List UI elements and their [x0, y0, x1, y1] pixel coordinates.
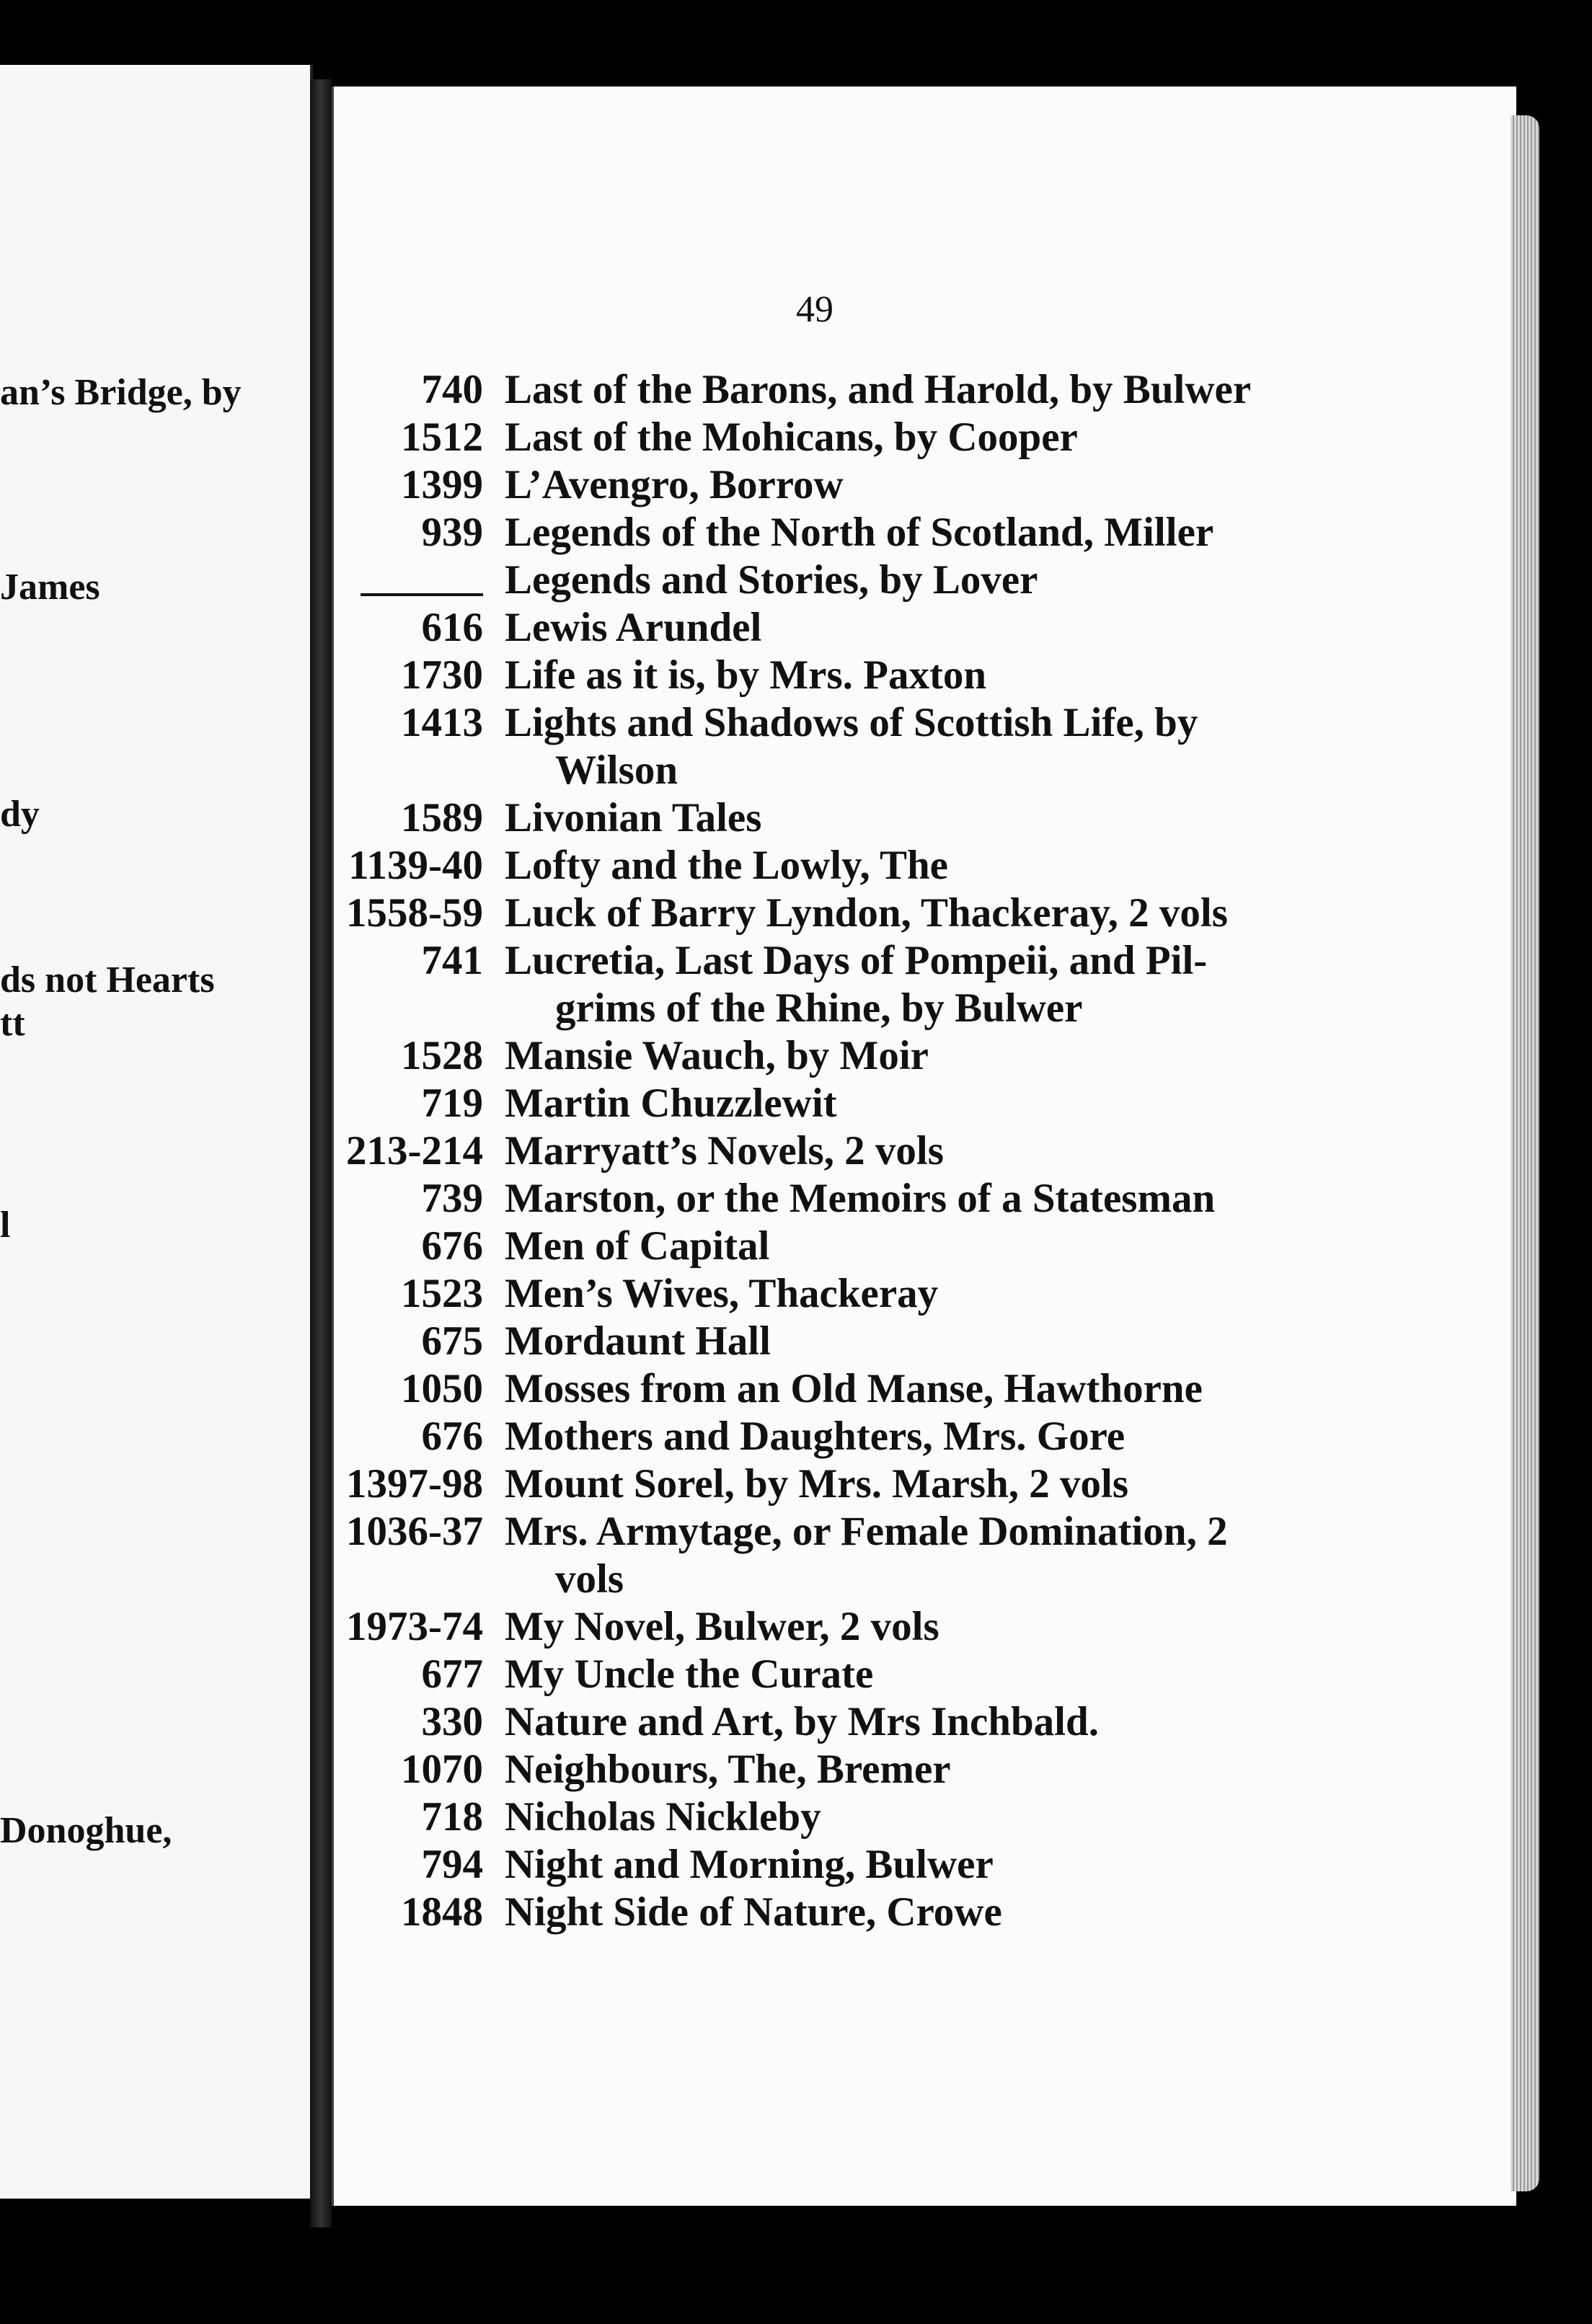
entry-number: 1413: [401, 700, 483, 745]
left-page-fragment: Donoghue,: [0, 1810, 172, 1851]
entry-title: Nicholas Nickleby: [505, 1794, 821, 1840]
catalog-entry: [332, 1698, 1399, 1746]
catalog-entry: [332, 1127, 1399, 1175]
left-page-fragment: an’s Bridge, by: [0, 372, 242, 413]
catalog-entry: [332, 699, 1399, 794]
left-page-fragment: tt: [0, 1003, 25, 1044]
catalog-entry: [332, 1318, 1399, 1365]
entry-title: Night and Morning, Bulwer: [505, 1842, 994, 1887]
catalog-entry: [332, 842, 1399, 890]
entry-title: Lofty and the Lowly, The: [505, 843, 948, 888]
catalog-entry: [332, 1223, 1399, 1270]
entry-title-block: [505, 1698, 1399, 1746]
entry-title-block: [505, 794, 1399, 842]
entry-title-block: [505, 366, 1399, 414]
entry-number: 1399: [401, 462, 483, 507]
entry-number: 677: [421, 1651, 483, 1697]
entry-title-block: [505, 699, 1399, 794]
entry-number: 675: [421, 1318, 483, 1364]
entry-title-block: [505, 1365, 1399, 1413]
entry-title: Mosses from an Old Manse, Hawthorne: [505, 1366, 1203, 1411]
catalog-entry: [332, 461, 1399, 509]
entry-number: 1050: [401, 1366, 483, 1411]
entry-title: Night Side of Nature, Crowe: [505, 1889, 1002, 1935]
catalog-entry: [332, 1746, 1399, 1793]
entry-title-block: [505, 1746, 1399, 1793]
entry-number: 718: [421, 1794, 483, 1840]
left-page-fragment: dy: [0, 794, 40, 835]
entry-title: Marston, or the Memoirs of a Statesman: [505, 1176, 1216, 1221]
entry-title: Mordaunt Hall: [505, 1318, 771, 1364]
entry-title-block: [505, 1032, 1399, 1080]
entry-title: Life as it is, by Mrs. Paxton: [505, 652, 987, 698]
catalog-entry: [332, 1175, 1399, 1223]
left-page-fragment: ds not Hearts: [0, 959, 215, 1001]
catalog-entry: [332, 1841, 1399, 1889]
entry-title-block: [505, 652, 1399, 699]
entry-number: 676: [421, 1223, 483, 1269]
entry-title-block: [505, 1080, 1399, 1127]
catalog-entry: [332, 1889, 1399, 1936]
catalog-entry: [332, 652, 1399, 699]
left-page-fragment: James: [0, 567, 100, 608]
entry-title-block: [505, 1460, 1399, 1508]
entry-title-continuation: grims of the Rhine, by Bulwer: [555, 985, 1083, 1031]
entry-number: 1036-37: [346, 1509, 483, 1554]
entry-title: Men’s Wives, Thackeray: [505, 1271, 939, 1316]
entry-title: My Novel, Bulwer, 2 vols: [505, 1604, 939, 1649]
entry-title-block: [505, 937, 1399, 1032]
entry-title-block: [505, 509, 1399, 556]
facing-page-left: [0, 65, 313, 2199]
left-page-fragment: l: [0, 1205, 11, 1246]
entry-title: Mrs. Armytage, or Female Domination, 2: [505, 1509, 1228, 1554]
page-edge: [1511, 115, 1539, 2191]
entry-title-block: [505, 890, 1399, 937]
catalog-entry: [332, 1460, 1399, 1508]
entry-title-continuation: vols: [555, 1556, 624, 1602]
entry-title-block: [505, 1651, 1399, 1698]
entry-number: 1558-59: [346, 890, 483, 936]
ditto-dash: [361, 593, 483, 596]
entry-title: Lewis Arundel: [505, 605, 762, 650]
entry-number: 676: [421, 1414, 483, 1459]
entry-title: Nature and Art, by Mrs Inchbald.: [505, 1699, 1099, 1744]
entry-title: Neighbours, The, Bremer: [505, 1747, 951, 1792]
catalog-entry: [332, 794, 1399, 842]
entry-title-block: [505, 1413, 1399, 1460]
catalog-entry: [332, 1080, 1399, 1127]
entry-title-block: [505, 842, 1399, 890]
catalog-entry: [332, 1032, 1399, 1080]
entry-title-block: [505, 604, 1399, 652]
entry-title-block: [505, 1508, 1399, 1603]
entry-title: Last of the Mohicans, by Cooper: [505, 414, 1078, 460]
entry-title-block: [505, 1270, 1399, 1318]
page-number: 49: [796, 289, 833, 330]
entry-number: 1512: [401, 414, 483, 460]
entry-title-block: [505, 1841, 1399, 1889]
catalog-entry: [332, 937, 1399, 1032]
entry-title-block: [505, 1889, 1399, 1936]
catalog-entry: [332, 1413, 1399, 1460]
entry-title-block: [505, 556, 1399, 604]
entry-number: [332, 556, 505, 604]
entry-title: My Uncle the Curate: [505, 1651, 874, 1697]
entry-title-block: [505, 1127, 1399, 1175]
entry-number: 939: [421, 510, 483, 555]
entry-title: Martin Chuzzlewit: [505, 1081, 837, 1126]
entry-number: 739: [421, 1176, 483, 1221]
catalog-entry: [332, 1603, 1399, 1651]
entry-title: L’Avengro, Borrow: [505, 462, 844, 507]
catalog-entry: [332, 1651, 1399, 1698]
entry-title-block: [505, 1175, 1399, 1223]
entry-number: 1848: [401, 1889, 483, 1935]
catalog-entry: [332, 1270, 1399, 1318]
entry-title-block: [505, 1793, 1399, 1841]
entry-number: 1730: [401, 652, 483, 698]
entry-number: 741: [421, 938, 483, 983]
entry-number: 1589: [401, 795, 483, 841]
entry-title-continuation: Wilson: [555, 748, 678, 793]
entry-number: 1139-40: [348, 843, 483, 888]
catalog-entry: [332, 1508, 1399, 1603]
entry-title: Livonian Tales: [505, 795, 762, 841]
entry-number: 719: [421, 1081, 483, 1126]
entry-title: Mansie Wauch, by Moir: [505, 1033, 929, 1078]
entry-title: Mount Sorel, by Mrs. Marsh, 2 vols: [505, 1461, 1129, 1507]
entry-title: Legends of the North of Scotland, Miller: [505, 510, 1214, 555]
catalog-entry: [332, 556, 1399, 604]
entry-title-block: [505, 461, 1399, 509]
entry-title: Last of the Barons, and Harold, by Bulwer: [505, 367, 1252, 412]
book-gutter: [310, 79, 332, 2227]
entry-number: 1397-98: [346, 1461, 483, 1507]
entry-number: 1523: [401, 1271, 483, 1316]
entry-number: 740: [421, 367, 483, 412]
entry-number: 1528: [401, 1033, 483, 1078]
catalog-entry: [332, 1793, 1399, 1841]
entry-number: 1070: [401, 1747, 483, 1792]
entry-number: 213-214: [346, 1128, 483, 1174]
entry-title-block: [505, 1603, 1399, 1651]
catalog-entry: [332, 1365, 1399, 1413]
entry-title: Marryatt’s Novels, 2 vols: [505, 1128, 944, 1174]
entry-title-block: [505, 1223, 1399, 1270]
entry-title: Men of Capital: [505, 1223, 770, 1269]
entry-title: Luck of Barry Lyndon, Thackeray, 2 vols: [505, 890, 1228, 936]
catalog-entry: [332, 604, 1399, 652]
entry-number: 330: [421, 1699, 483, 1744]
entry-number: 616: [421, 605, 483, 650]
entry-number: 1973-74: [346, 1604, 483, 1649]
catalog-entry: [332, 414, 1399, 461]
catalog-entry: [332, 890, 1399, 937]
catalog-entry: [332, 509, 1399, 556]
catalog-list: [332, 366, 1399, 1936]
entry-title: Lights and Shadows of Scottish Life, by: [505, 700, 1198, 745]
entry-title: Lucretia, Last Days of Pompeii, and Pil-: [505, 938, 1208, 983]
entry-number: 794: [421, 1842, 483, 1887]
entry-title-block: [505, 414, 1399, 461]
catalog-entry: [332, 366, 1399, 414]
entry-title: Legends and Stories, by Lover: [505, 557, 1038, 603]
entry-title: Mothers and Daughters, Mrs. Gore: [505, 1414, 1126, 1459]
entry-title-block: [505, 1318, 1399, 1365]
